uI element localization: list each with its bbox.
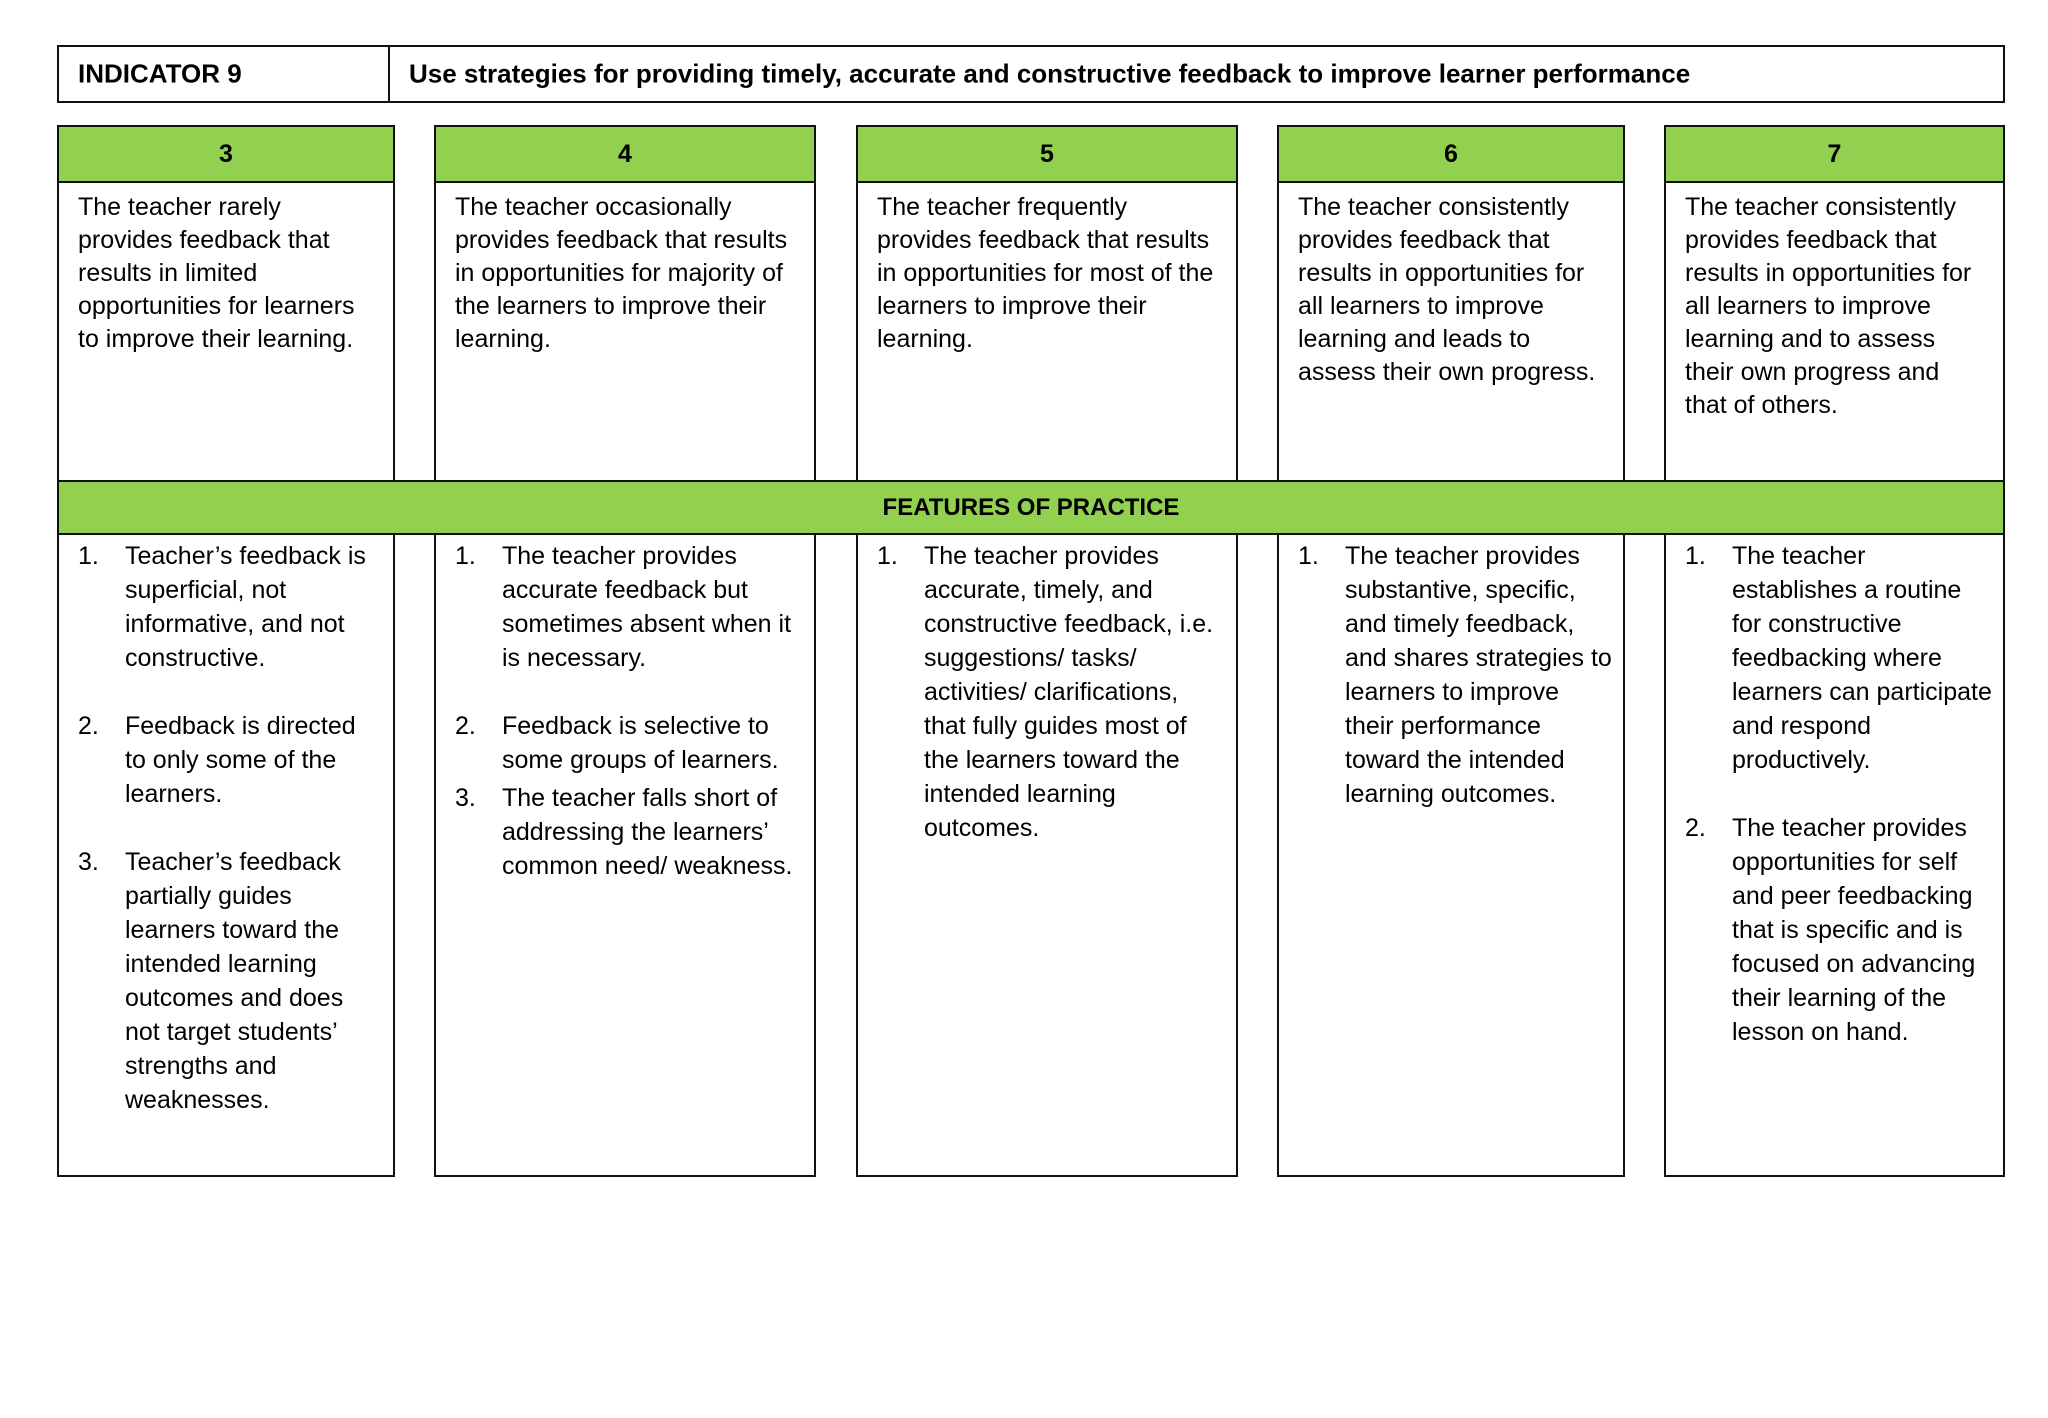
level-header-6: 6: [1277, 125, 1625, 183]
feature-item: 1. Teacher’s feedback is superficial, not informative, and not constructive.: [78, 542, 366, 672]
feature-item: 1. The teacher provides accurate feedback but sometimes absent when it is necessary.: [455, 542, 792, 672]
feature-item: 2. Feedback is directed to only some of the learners.: [78, 712, 356, 808]
indicator-label: INDICATOR 9: [78, 58, 242, 89]
feature-item: 1. The teacher provides accurate, timely, and constructive feedback, i.e. suggestions/ tasks/ activities/ clarifications, that fully guides most of the learners toward the intended learning outcomes.: [877, 542, 1214, 842]
feature-item: 3. The teacher falls short of addressing the learners’ common need/ weakness.: [455, 784, 793, 880]
features-of-practice-heading: FEATURES OF PRACTICE: [57, 480, 2005, 535]
level-features-7: [1664, 532, 2005, 1177]
level-description-7: The teacher consistently provides feedback that results in opportunities for all learners to improve learning and to assess their own progress and that of others.: [1664, 181, 2005, 483]
level-description-6: The teacher consistently provides feedback that results in opportunities for all learners to improve learning and leads to assess their own progress.: [1277, 181, 1625, 483]
level-header-5: 5: [856, 125, 1238, 183]
indicator-description: Use strategies for providing timely, accurate and constructive feedback to improve learner performance: [409, 58, 1691, 89]
level-description-5: The teacher frequently provides feedback that results in opportunities for most of the learners to improve their learning.: [856, 181, 1238, 483]
level-features-6: [1277, 532, 1625, 1177]
feature-item: 2. Feedback is selective to some groups of learners.: [455, 712, 779, 774]
level-features-5: [856, 532, 1238, 1177]
feature-item: 1. The teacher establishes a routine for constructive feedbacking where learners can participate and respond productively.: [1685, 542, 1992, 774]
feature-item: 2. The teacher provides opportunities for self and peer feedbacking that is specific and is focused on advancing their learning of the lesson on hand.: [1685, 814, 1976, 1046]
feature-item: 3. Teacher’s feedback partially guides learners toward the intended learning outcomes and does not target students’ strengths and weaknesses.: [78, 848, 344, 1114]
indicator-label-cell: [57, 45, 390, 103]
level-header-3: 3: [57, 125, 395, 183]
level-header-4: 4: [434, 125, 816, 183]
indicator-description-cell: [388, 45, 2005, 103]
level-features-3: [57, 532, 395, 1177]
level-description-4: The teacher occasionally provides feedback that results in opportunities for majority of the learners to improve their learning.: [434, 181, 816, 483]
feature-item: 1. The teacher provides substantive, specific, and timely feedback, and shares strategies to learners to improve their performance toward the intended learning outcomes.: [1298, 542, 1612, 808]
level-header-7: 7: [1664, 125, 2005, 183]
level-description-3: The teacher rarely provides feedback that results in limited opportunities for learners to improve their learning.: [57, 181, 395, 483]
level-features-4: [434, 532, 816, 1177]
